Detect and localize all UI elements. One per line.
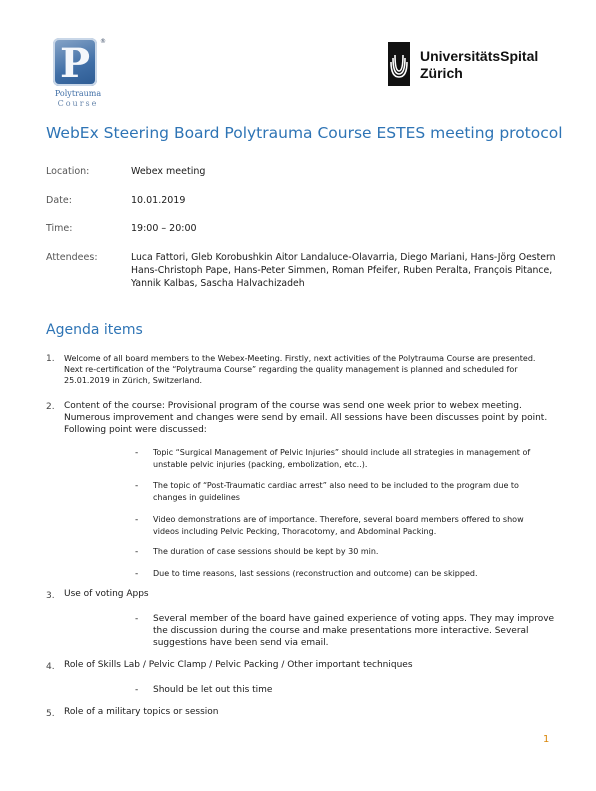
location-label: Location: bbox=[46, 166, 90, 177]
agenda-item-5: Role of a military topics or session bbox=[64, 707, 219, 717]
attendees-label: Attendees: bbox=[46, 252, 98, 263]
agenda-item-2: Content of the course: Provisional program of the course was send one week prior to webex meeting. Numerous improvement and changes were send by email. All sessions have been discusses point by point. Following point were discussed: bbox=[64, 401, 548, 435]
page-number: 1 bbox=[543, 734, 550, 745]
time-value: 19:00 – 20:00 bbox=[131, 223, 197, 234]
sub-item: Should be let out this time bbox=[153, 685, 273, 695]
polytrauma-course-logo bbox=[50, 38, 110, 108]
attendees-value: Luca Fattori, Gleb Korobushkin Aitor Landaluce-Olavarria, Diego Mariani, Hans-Jörg Oestern Hans-Christoph Pape, Hans-Peter Simmen, Roman Pfeifer, Ruben Peralta, François Pitance, Yannik Kalbas, Sascha Halvachizadeh bbox=[131, 252, 556, 289]
sub-item: The duration of case sessions should be kept by 30 min. bbox=[153, 547, 379, 556]
registered-mark: ® bbox=[100, 38, 106, 45]
polytrauma-logo-text: Polytrauma bbox=[54, 89, 102, 98]
bullet-dash: - bbox=[135, 547, 139, 557]
bullet-dash: - bbox=[135, 448, 139, 458]
usz-logo-icon bbox=[388, 42, 410, 86]
date-label: Date: bbox=[46, 195, 72, 206]
bullet-dash: - bbox=[135, 569, 139, 579]
document-title: WebEx Steering Board Polytrauma Course ESTES meeting protocol bbox=[46, 124, 563, 142]
polytrauma-p-icon: P bbox=[53, 38, 97, 86]
agenda-heading: Agenda items bbox=[46, 322, 143, 338]
agenda-item-number: 3. bbox=[46, 591, 55, 601]
bullet-dash: - bbox=[135, 614, 139, 624]
agenda-item-3: Use of voting Apps bbox=[64, 589, 149, 599]
course-logo-text: Course bbox=[57, 99, 99, 108]
bullet-dash: - bbox=[135, 515, 139, 525]
sub-item: Several member of the board have gained experience of voting apps. They may improve the discussion during the course and make presentations more interactive. Several suggestions have been send via email. bbox=[153, 614, 555, 648]
agenda-item-4: Role of Skills Lab / Pelvic Clamp / Pelvic Packing / Other important techniques bbox=[64, 660, 413, 670]
date-value: 10.01.2019 bbox=[131, 195, 186, 206]
agenda-item-number: 5. bbox=[46, 709, 55, 719]
location-value: Webex meeting bbox=[131, 166, 206, 177]
agenda-item-number: 1. bbox=[46, 354, 55, 364]
sub-item: Video demonstrations are of importance. Therefore, several board members offered to show videos including Pelvic Pecking, Thoracotomy, and Abdominal Packing. bbox=[153, 515, 524, 536]
agenda-item-number: 2. bbox=[46, 402, 55, 412]
bullet-dash: - bbox=[135, 481, 139, 491]
sub-item: Topic “Surgical Management of Pelvic Injuries” should include all strategies in management of unstable pelvic injuries (packing, embolization, etc..). bbox=[153, 448, 531, 469]
bullet-dash: - bbox=[135, 685, 139, 695]
usz-logo-text: UniversitätsSpital Zürich bbox=[420, 48, 539, 81]
sub-item: The topic of “Post-Traumatic cardiac arrest” also need to be included to the program due to changes in guidelines bbox=[153, 481, 519, 502]
time-label: Time: bbox=[46, 223, 73, 234]
sub-item: Due to time reasons, last sessions (reconstruction and outcome) can be skipped. bbox=[153, 569, 478, 578]
agenda-item-number: 4. bbox=[46, 662, 55, 672]
agenda-item-1: Welcome of all board members to the Webex-Meeting. Firstly, next activities of the Polytrauma Course are presented. Next re-certification of the “Polytrauma Course” regarding the quality management is planned and scheduled for 25.01.2019 in Zürich, Switzerland. bbox=[64, 354, 536, 385]
